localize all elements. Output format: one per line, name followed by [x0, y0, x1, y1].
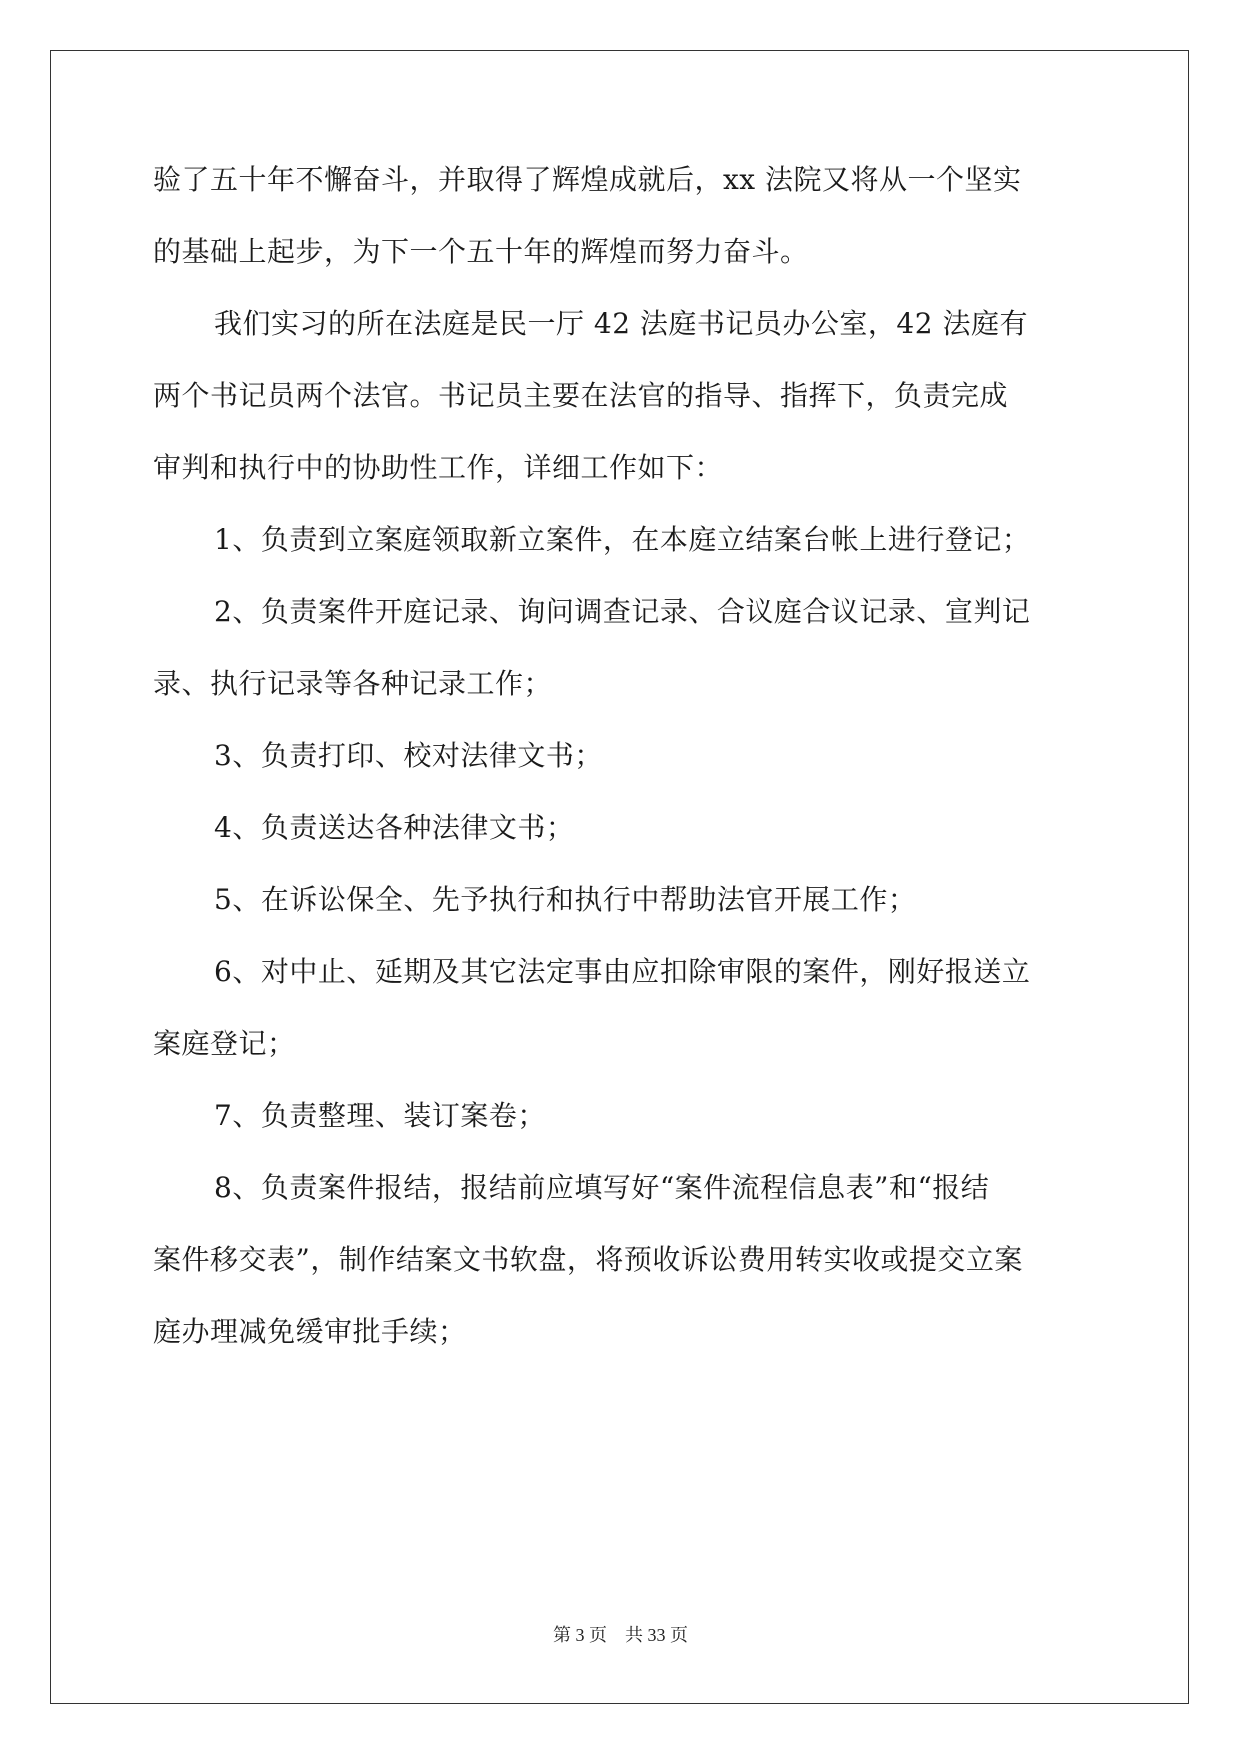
- list-item-4: 4、负责送达各种法律文书；: [214, 811, 575, 844]
- page-total: 共 33 页: [625, 1625, 688, 1645]
- text-line: 两个书记员两个法官。书记员主要在法官的指导、指挥下，负责完成: [153, 379, 1009, 412]
- text-line: 案件移交表”，制作结案文书软盘，将预收诉讼费用转实收或提交立案: [153, 1243, 1023, 1276]
- list-item-8: 8、负责案件报结，报结前应填写好“案件流程信息表”和“报结: [214, 1171, 990, 1204]
- list-item-1: 1、负责到立案庭领取新立案件，在本庭立结案台帐上进行登记；: [214, 523, 1031, 556]
- list-item-5: 5、在诉讼保全、先予执行和执行中帮助法官开展工作；: [214, 883, 917, 916]
- page-number: 第 3 页: [553, 1625, 607, 1645]
- text-line: 案庭登记；: [153, 1027, 296, 1060]
- page-footer: [0, 1624, 1241, 1646]
- list-item-6: 6、对中止、延期及其它法定事由应扣除审限的案件，刚好报送立: [214, 955, 1031, 988]
- text-line: 庭办理减免缓审批手续；: [153, 1315, 467, 1348]
- list-item-3: 3、负责打印、校对法律文书；: [214, 739, 603, 772]
- list-item-2: 2、负责案件开庭记录、询问调查记录、合议庭合议记录、宣判记: [214, 595, 1031, 628]
- text-line: 验了五十年不懈奋斗，并取得了辉煌成就后，xx 法院又将从一个坚实: [153, 163, 1022, 196]
- text-line: 审判和执行中的协助性工作，详细工作如下：: [153, 451, 724, 484]
- text-line: 的基础上起步，为下一个五十年的辉煌而努力奋斗。: [153, 235, 809, 268]
- list-item-7: 7、负责整理、装订案卷；: [214, 1099, 546, 1132]
- text-line: 我们实习的所在法庭是民一厅 42 法庭书记员办公室，42 法庭有: [214, 307, 1028, 340]
- page-border: [50, 50, 1189, 1704]
- text-line: 录、执行记录等各种记录工作；: [153, 667, 553, 700]
